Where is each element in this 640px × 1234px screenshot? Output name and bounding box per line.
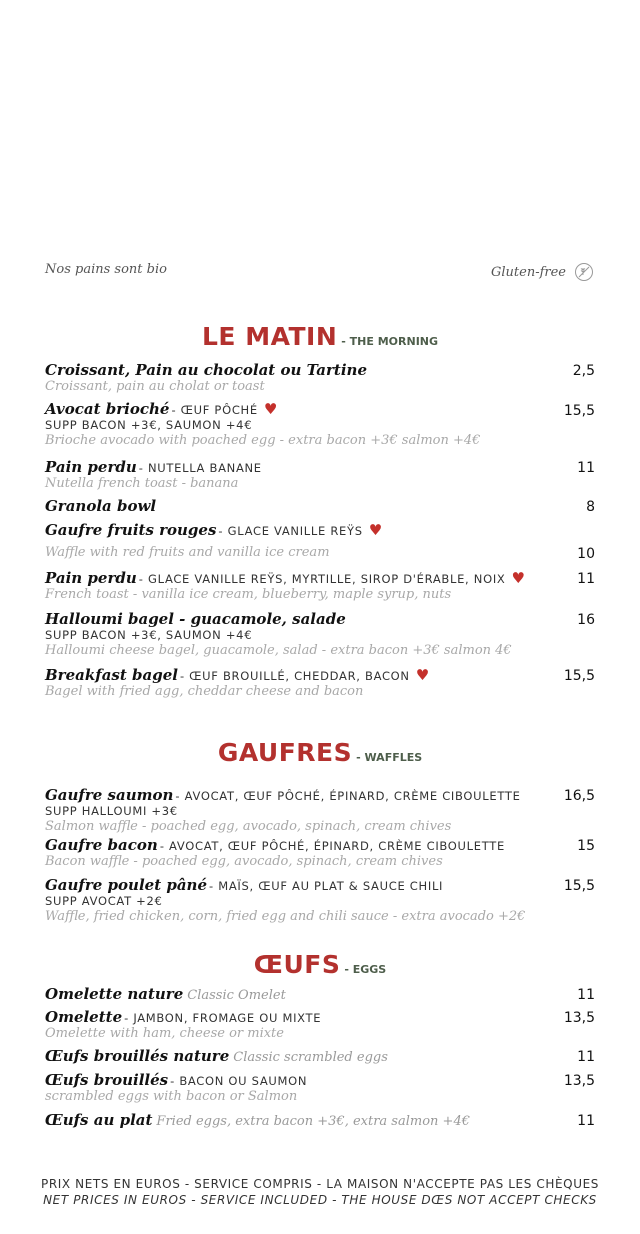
item-price: 11 xyxy=(577,460,595,476)
item-description: - ŒUF BROUILLÉ, CHEDDAR, BACON xyxy=(179,669,410,683)
item-name: Pain perdu xyxy=(45,569,137,587)
item-price: 15,5 xyxy=(563,403,595,419)
item-english: Brioche avocado with poached egg - extra bacon +3€ salmon +4€ xyxy=(45,433,481,448)
organic-bread-note: Nos pains sont bio xyxy=(45,262,167,277)
heart-icon: ♥ xyxy=(263,400,278,418)
section-subtitle: - WAFFLES xyxy=(356,751,423,764)
item-price: 13,5 xyxy=(563,1010,595,1026)
item-description: - AVOCAT, ŒUF PÔCHÉ, ÉPINARD, CRÈME CIBOULETTE xyxy=(175,789,521,803)
item-supplement: SUPP BACON +3€, SAUMON +4€ xyxy=(45,628,253,642)
item-english: Bacon waffle - poached egg, avocado, spinach, cream chives xyxy=(45,854,443,869)
menu-item-croissant xyxy=(45,361,595,395)
menu-item-gaufre-saumon xyxy=(45,786,595,835)
footer-french: PRIX NETS EN EUROS - SERVICE COMPRIS - LA MAISON N'ACCEPTE PAS LES CHÈQUES xyxy=(41,1177,599,1191)
item-price: 2,5 xyxy=(572,363,595,379)
gluten-free-note xyxy=(491,262,594,282)
item-english: Fried eggs, extra bacon +3€, extra salmon +4€ xyxy=(156,1114,470,1129)
item-name: Breakfast bagel xyxy=(45,666,178,684)
item-supplement: SUPP HALLOUMI +3€ xyxy=(45,804,178,818)
gluten-free-label: Gluten-free xyxy=(490,264,566,280)
menu-item-oeufs-au-plat xyxy=(45,1111,595,1129)
section-oeufs-header xyxy=(0,950,640,979)
menu-item-omelette-nature xyxy=(45,985,595,1003)
item-description: - BACON OU SAUMON xyxy=(170,1074,308,1088)
item-description: - NUTELLA BANANE xyxy=(138,461,262,475)
item-english: Omelette with ham, cheese or mixte xyxy=(45,1026,284,1041)
item-description: - GLACE VANILLE REŸS, MYRTILLE, SIROP D'ÉRABLE, NOIX xyxy=(138,572,506,586)
item-english: French toast - vanilla ice cream, blueberry, maple syrup, nuts xyxy=(45,587,452,602)
item-description: - JAMBON, FROMAGE OU MIXTE xyxy=(124,1011,322,1025)
item-english: Halloumi cheese bagel, guacamole, salad - extra bacon +3€ salmon 4€ xyxy=(45,643,512,658)
item-name: Œufs brouillés nature xyxy=(45,1047,230,1065)
item-name: Avocat brioché xyxy=(45,400,170,418)
item-english: Classic scrambled eggs xyxy=(233,1050,388,1065)
item-english: Salmon waffle - poached egg, avocado, spinach, cream chives xyxy=(45,819,452,834)
item-supplement: SUPP AVOCAT +2€ xyxy=(45,894,163,908)
item-name: Granola bowl xyxy=(45,497,157,515)
item-price: 11 xyxy=(577,987,595,1003)
item-english: Waffle, fried chicken, corn, fried egg and chili sauce - extra avocado +2€ xyxy=(45,909,526,924)
item-english: Nutella french toast - banana xyxy=(45,476,239,491)
menu-item-pain-perdu-glace xyxy=(45,569,595,603)
item-price: 11 xyxy=(577,1049,595,1065)
item-price: 15,5 xyxy=(563,668,595,684)
gluten-free-icon xyxy=(574,262,594,282)
section-le-matin-header xyxy=(0,322,640,351)
heart-icon: ♥ xyxy=(415,666,430,684)
item-english: Waffle with red fruits and vanilla ice cream xyxy=(45,545,330,560)
footer xyxy=(0,1176,640,1208)
section-title: ŒUFS xyxy=(253,950,341,979)
item-name: Pain perdu xyxy=(45,458,137,476)
menu-item-gaufre-poulet-pane xyxy=(45,876,595,925)
item-name: Croissant, Pain au chocolat ou Tartine xyxy=(45,361,368,379)
menu-item-omelette xyxy=(45,1008,595,1042)
item-price: 10 xyxy=(577,546,595,562)
item-name: Gaufre poulet pâné xyxy=(45,876,208,894)
menu-item-breakfast-bagel xyxy=(45,666,595,700)
item-price: 8 xyxy=(586,499,595,515)
item-price: 13,5 xyxy=(563,1073,595,1089)
item-price: 11 xyxy=(577,1113,595,1129)
item-price: 15,5 xyxy=(563,878,595,894)
item-english: Bagel with fried agg, cheddar cheese and bacon xyxy=(45,684,364,699)
menu-item-gaufre-fruits-rouges xyxy=(45,521,595,561)
menu-item-granola-bowl xyxy=(45,497,595,515)
item-description: - MAÏS, ŒUF AU PLAT & SAUCE CHILI xyxy=(209,879,444,893)
item-description: - GLACE VANILLE REŸS xyxy=(218,524,363,538)
item-name: Halloumi bagel - guacamole, salade xyxy=(45,610,346,628)
item-price: 16 xyxy=(577,612,595,628)
item-name: Omelette nature xyxy=(45,985,184,1003)
item-name: Gaufre saumon xyxy=(45,786,174,804)
item-supplement: SUPP BACON +3€, SAUMON +4€ xyxy=(45,418,253,432)
item-description: - ŒUF PÔCHÉ xyxy=(171,403,258,417)
item-english: Croissant, pain au cholat or toast xyxy=(45,379,265,394)
section-gaufres-header xyxy=(0,738,640,767)
item-name: Omelette xyxy=(45,1008,123,1026)
menu-item-oeufs-brouilles xyxy=(45,1071,595,1105)
footer-english: NET PRICES IN EUROS - SERVICE INCLUDED - THE HOUSE DŒS NOT ACCEPT CHECKS xyxy=(43,1193,597,1207)
item-price: 15 xyxy=(577,838,595,854)
item-english: scrambled eggs with bacon or Salmon xyxy=(45,1089,298,1104)
section-title: GAUFRES xyxy=(217,738,353,767)
item-description: - AVOCAT, ŒUF PÔCHÉ, ÉPINARD, CRÈME CIBOULETTE xyxy=(159,839,505,853)
section-subtitle: - THE MORNING xyxy=(341,335,439,348)
item-price: 11 xyxy=(577,571,595,587)
section-subtitle: - EGGS xyxy=(344,963,387,976)
menu-item-avocat-brioche xyxy=(45,400,595,449)
item-name: Œufs brouillés xyxy=(45,1071,169,1089)
item-name: Œufs au plat xyxy=(45,1111,153,1129)
item-name: Gaufre bacon xyxy=(45,836,158,854)
item-name: Gaufre fruits rouges xyxy=(45,521,217,539)
section-title: LE MATIN xyxy=(201,322,338,351)
item-english: Classic Omelet xyxy=(187,988,286,1003)
menu-item-halloumi-bagel xyxy=(45,610,595,659)
menu-item-gaufre-bacon xyxy=(45,836,595,870)
menu-item-pain-perdu-nutella xyxy=(45,458,595,492)
heart-icon: ♥ xyxy=(511,569,525,587)
item-price: 16,5 xyxy=(563,788,595,804)
heart-icon: ♥ xyxy=(368,521,383,539)
menu-item-oeufs-brouilles-nature xyxy=(45,1047,595,1065)
